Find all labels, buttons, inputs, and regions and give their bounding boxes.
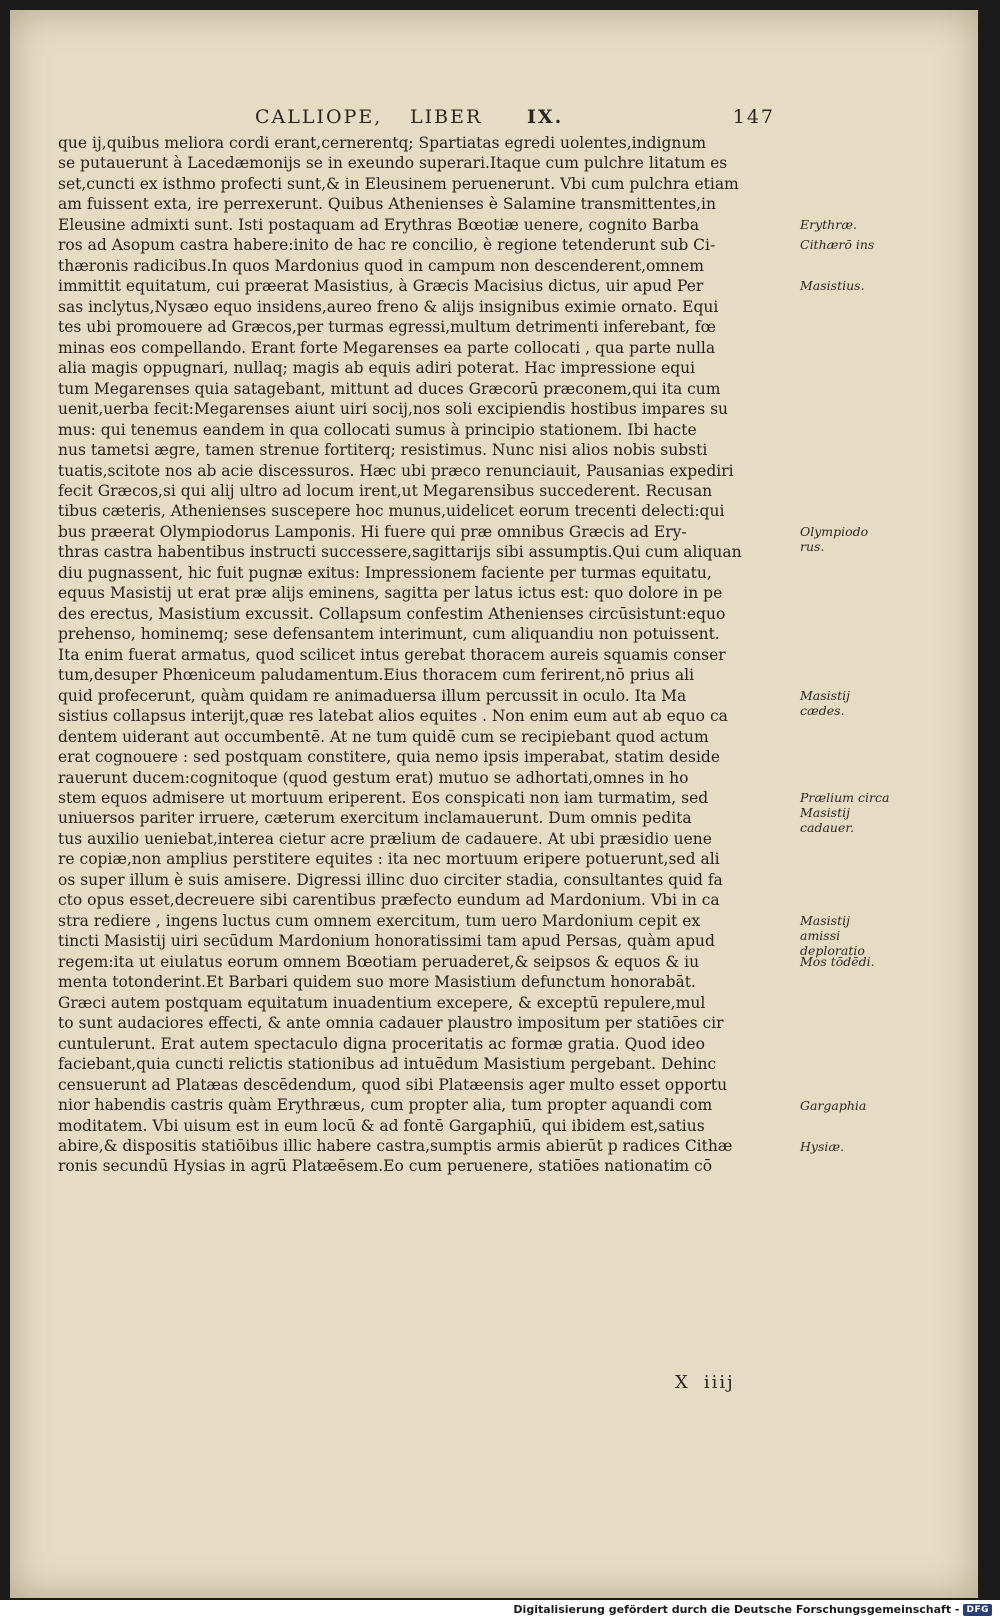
text-line: uenit,uerba fecit:Megarenses aiunt uiri socij,nos soli excipiendis hostibus impares su [58, 400, 729, 419]
text-line: stra rediere , ingens luctus cum omnem exercitum, tum uero Mardonium cepit ex [58, 911, 701, 930]
text-line: tum,desuper Phœniceum paludamentum.Eius thoracem cum ferirent,nō prius ali [58, 666, 695, 685]
text-line: nus tametsi ægre, tamen strenue fortiterq; resistimus. Nunc nisi alios nobis substi [58, 441, 708, 460]
text-line: set,cuncti ex isthmo profecti sunt,& in Eleusinem peruenerunt. Vbi cum pulchra etiam [58, 174, 739, 193]
text-line: des erectus, Masistium excussit. Collapsum confestim Athenienses circūsistunt:equo [58, 604, 726, 623]
text-line: se putauerunt à Lacedæmonijs se in exeundo superari.Itaque cum pulchre litatum es [58, 154, 728, 173]
text-line: menta totonderint.Et Barbari quidem suo more Masistium defunctum honorabāt. [58, 973, 696, 992]
margin-note: Cithærō ins [800, 237, 875, 253]
signature-mark [675, 1372, 735, 1393]
book-page [10, 10, 978, 1598]
text-line: stem equos admisere ut mortuum eriperent. Eos conspicati non iam turmatim, sed [58, 789, 709, 807]
text-line: mus: qui tenemus eandem in qua collocati sumus à principio stationem. Ibi hacte [58, 420, 697, 439]
text-line: tincti Masistij uiri secūdum Mardonium honoratissimi tam apud Persas, quàm apud [58, 932, 715, 951]
text-line: bus præerat Olympiodorus Lamponis. Hi fuere qui præ omnibus Græcis ad Ery- [58, 522, 687, 541]
footer-bar [0, 1600, 1000, 1623]
text-line: tes ubi promouere ad Græcos,per turmas egressi,multum detrimenti inferebant, fœ [58, 318, 716, 337]
header-title: CALLIOPE, [255, 106, 383, 128]
margin-note: Mos tōdēdi. [800, 954, 875, 970]
margin-note: Masistij cædes. [800, 687, 850, 718]
text-line: diu pugnassent, hic fuit pugnæ exitus: Impressionem faciente per turmas equitatu, [58, 563, 712, 582]
text-line: immittit equitatum, cui præerat Masistius, à Græcis Macisius dictus, uir apud Per [58, 277, 704, 296]
text-line: sas inclytus,Nysæo equo insidens,aureo freno & alijs insignibus eximie ornato. Equi [58, 297, 719, 316]
text-line: sistius collapsus interijt,quæ res latebat alios equites . Non enim eum aut ab equo ca [58, 707, 728, 726]
text-line: regem:ita ut eiulatus eorum omnem Bœotiam peruaderet,& seipsos & equos & iu [58, 952, 700, 971]
text-line: ros ad Asopum castra habere:inito de hac re concilio, è regione tetenderunt sub Ci- [58, 236, 716, 255]
text-line: tus auxilio ueniebat,interea cietur acre prælium de cadauere. At ubi præsidio uene [58, 829, 712, 848]
running-header [255, 106, 775, 132]
text-line: thæronis radicibus.In quos Mardonius quod in campum non descenderent,omnem [58, 256, 704, 275]
margin-note: Prælium circa Masistij cadauer. [800, 790, 890, 836]
text-line: minas eos compellando. Erant forte Megarenses ea parte collocati , qua parte nulla [58, 338, 716, 357]
text-line: tuatis,scitote nos ab acie discessuros. Hæc ubi præco renunciauit, Pausanias expediri [58, 461, 734, 480]
text-line: equus Masistij ut erat præ alijs eminens, sagitta per latus ictus est: quo dolore in pe [58, 584, 723, 603]
text-line: os super illum è suis amisere. Digressi illinc duo circiter stadia, consultantes quid fa [58, 870, 723, 889]
text-line: Græci autem postquam equitatum inuadentium excepere, & exceptū repulere,mul [58, 993, 706, 1012]
dfg-logo: DFG [963, 1604, 992, 1616]
text-line: cuntulerunt. Erat autem spectaculo digna proceritatis ac formæ gratia. Quod ideo [58, 1034, 705, 1053]
margin-note: Masistij amissi deploratio [800, 913, 865, 959]
text-line: que ij,quibus meliora cordi erant,cernerentq; Spartiatas egredi uolentes,indignum [58, 134, 707, 152]
signature-letter: X [675, 1372, 690, 1393]
text-line: moditatem. Vbi uisum est in eum locū & ad fontē Gargaphiū, qui ibidem est,satius [58, 1116, 705, 1135]
text-line: to sunt audaciores effecti, & ante omnia cadauer plaustro impositum per statiōes cir [58, 1014, 724, 1033]
text-line: abire,& dispositis statiōibus illic habere castra,sumptis armis abierūt p radices Cithæ [58, 1136, 733, 1155]
text-line: prehenso, hominemq; sese defensantem interimunt, cum aliquandiu non potuissent. [58, 625, 720, 644]
text-line: am fuissent exta, ire perrexerunt. Quibus Athenienses è Salamine transmittentes,in [58, 195, 716, 214]
text-line: Ita enim fuerat armatus, quod scilicet intus gerebat thoracem aureis squamis conser [58, 645, 726, 664]
text-line: tum Megarenses quia satagebant, mittunt ad duces Græcorū præconem,qui ita cum [58, 379, 721, 398]
text-line: Eleusine admixti sunt. Isti postaquam ad Erythras Bœotiæ uenere, cognito Barba [58, 215, 700, 234]
text-line: re copiæ,non amplius perstitere equites : ita nec mortuum eripere potuerunt,sed ali [58, 850, 720, 869]
margin-note: Olympiodo rus. [800, 524, 869, 555]
main-text-block [58, 133, 798, 1177]
text-line: ronis secundū Hysias in agrū Platæēsem.Eo cum peruenere, statiōes nationatim cō [58, 1157, 713, 1176]
signature-numeral: iiij [703, 1372, 735, 1393]
text-line: tibus cæteris, Athenienses suscepere hoc munus,uidelicet eorum trecenti delecti:qui [58, 502, 725, 521]
funding-footer [513, 1603, 992, 1616]
text-line: cto opus esset,decreuere sibi carentibus præfecto eundum ad Mardonium. Vbi in ca [58, 891, 720, 910]
margin-note: Gargaphia [800, 1097, 867, 1113]
header-liber: LIBER [410, 106, 483, 128]
text-line: faciebant,quia cuncti relictis stationibus ad intuēdum Masistium pergebant. Dehinc [58, 1055, 717, 1074]
header-book-number: IX. [527, 106, 564, 128]
text-line: rauerunt ducem:cognitoque (quod gestum erat) mutuo se adhortati,omnes in ho [58, 768, 689, 787]
text-line: nior habendis castris quàm Erythræus, cum propter alia, tum propter aquandi com [58, 1096, 713, 1115]
margin-note: Hysiæ. [800, 1138, 845, 1154]
text-line: uniuersos pariter irruere, cæterum exercitum inclamauerunt. Dum omnis pedita [58, 809, 692, 828]
footer-text: Digitalisierung gefördert durch die Deutsche Forschungsgemeinschaft - [513, 1603, 960, 1616]
page-number: 147 [732, 106, 775, 128]
margin-note: Erythræ. [800, 216, 857, 232]
text-line: alia magis oppugnari, nullaq; magis ab equis adiri poterat. Hac impressione equi [58, 359, 696, 378]
text-line: fecit Græcos,si qui alij ultro ad locum irent,ut Megarensibus succederent. Recusan [58, 481, 713, 500]
margin-notes [800, 10, 890, 1410]
text-line: dentem uiderant aut occumbentē. At ne tum quidē cum se recipiebant quod actum [58, 727, 709, 746]
text-line: quid profecerunt, quàm quidam re animaduersa illum percussit in oculo. Ita Ma [58, 686, 687, 705]
text-line: thras castra habentibus instructi successere,sagittarijs sibi assumptis.Qui cum aliquan [58, 543, 742, 562]
margin-note: Masistius. [800, 278, 865, 294]
text-line: erat cognouere : sed postquam constitere, quia nemo ipsis imperabat, statim deside [58, 748, 720, 767]
text-line: censuerunt ad Platæas descēdendum, quod sibi Platæensis ager multo esset opportu [58, 1075, 728, 1094]
